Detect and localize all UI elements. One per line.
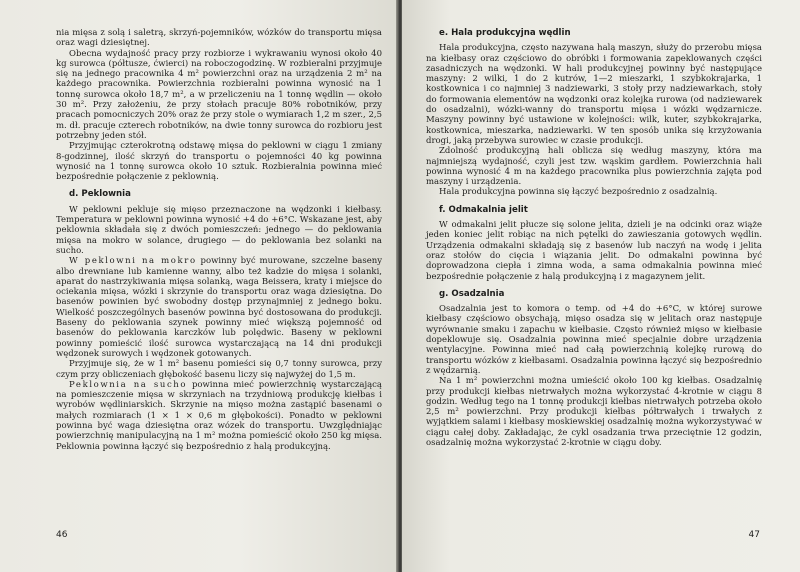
paragraph-text: powinna mieć powierzchnię wystarczającą na pomieszczenie mięsa w skrzyniach na trzydniową produkcję kiełbas i wyrobów wędliniarskich. Skrzynie na mięso można zastąpić basenami o małych rozmiarach (1 × 1 × 0,6 m głębokości). Ponadto w peklowni powinna być waga dziesiętna oraz wózek do transportu. Uwzględniając powierzchnię manipulacyjną na 1 m² można pomieścić około 250 kg mięsa. Peklownia powinna łączyć się bezpośrednio z halą produkcyjną.	[56, 379, 383, 452]
paragraph: Na 1 m² powierzchni można umieścić około 100 kg kiełbas. Osadzalnię przy produkcji kiełbas nietrwałych można wykorzystać 4-krotnie w ciągu 8 godzin. Według tego na 1 tonnę produkcji kiełbas nietrwałych potrzeba około 2,5 m² powierzchni. Przy produkcji kiełbas półtrwałych i trwałych z wyjątkiem salami i kiełbasy moskiewskiej osadzalnię można wykorzystywać w ciągu całej doby. Zakładając, że cykl osadzania trwa przeciętnie 12 godzin, osadzalnię można wykorzystać 2-krotnie w ciągu doby.	[426, 376, 762, 448]
paragraph: Zdolność produkcyjną hali oblicza się według maszyny, która ma najmniejszą wydajność, czyli jest tzw. wąskim gardłem. Powierzchnia hali powinna wynosić 4 m na każdego pracownika plus powierzchnia zajęta pod maszyny i urządzenia.	[426, 146, 762, 188]
paragraph: Hala produkcyjna, często nazywana halą maszyn, służy do przerobu mięsa na kiełbasy oraz częściowo do obróbki i formowania zapeklowanych części zasadniczych na wędzonki. W hali produkcyjnej powinny być następujące maszyny: 2 wilki, 1 do 2 kutrów, 1—2 mieszarki, 1 szybkokrajarka, 1 kostkownica i co najmniej 3 nadziewarki, 3 stoły przy nadziewarkach, stoły do formowania elementów na wędzonki oraz kolejka rurowa (od nadziewarek do osadzalni), wózki-wanny do transportu mięsa i wózki wędzarnicze. Maszyny powinny być ustawione w kolejności: wilk, kuter, szybkokrajarka, kostkownica, mieszarka, nadziewarki. W ten sposób unika się krzyżowania drogi, jaką przebywa surowiec w czasie produkcji.	[426, 43, 762, 146]
paragraph: Przyjmuje się, że w 1 m² basenu pomieści się 0,7 tonny surowca, przy czym przy obliczeniach głębokość basenu liczy się najwyżej do 1,5 m.	[56, 359, 382, 380]
spaced-term: W peklowni na mokro	[69, 256, 197, 267]
paragraph: W odmakalni jelit płucze się solone jelita, dzieli je na odcinki oraz wiąże jeden koniec jelit robiąc na nich pętelki do zawieszania gotowych wędlin. Urządzenia odmakalni składają się z basenów lub naczyń na wodę i jelita oraz stołów do cięcia i wiązania jelit. Do odmakalni powinna być doprowadzona ciepła i zimna woda, a sama odmakalnia powinna mieć bezpośrednie połączenie z halą produkcyjną i z magazynem jelit.	[426, 220, 762, 282]
paragraph: W peklowni pekluje się mięso przeznaczone na wędzonki i kiełbasy. Temperatura w peklowni powinna wynosić +4 do +6°C. Wskazane jest, aby peklownia składała się z dwóch pomieszczeń: jednego — do peklowania mięsa na mokro w solance, drugiego — do peklowania bez solanki na sucho.	[56, 204, 382, 256]
paragraph: Osadzalnia jest to komora o temp. od +4 do +6°C, w której surowe kiełbasy częściowo obsychają, mięso osadza się w jelitach oraz następuje wyrównanie smaku i zapachu w kiełbasie. Często również mięso w kiełbasie dopeklowuje się. Osadzalnia powinna mieć specjalnie dobre urządzenia wentylacyjne. Powinna mieć nad całą powierzchnią kolejkę rurową do transportu wózków z kiełbasami. Osadzalnia powinna łączyć się bezpośrednio z wędzarnią.	[426, 304, 762, 376]
paragraph	[56, 380, 382, 452]
page-number: 46	[56, 530, 68, 540]
right-page	[402, 0, 800, 572]
right-column	[426, 28, 762, 448]
paragraph: Przyjmując czterokrotną odstawę mięsa do peklowni w ciągu 1 zmiany 8-godzinnej, ilość skrzyń do transportu o pojemności 40 kg powinna wynosić na 1 tonnę surowca około 10 sztuk. Rozbieralnia powinna mieć bezpośrednie połączenie z peklownią.	[56, 141, 382, 183]
paragraph: Hala produkcyjna powinna się łączyć bezpośrednio z osadzalnią.	[439, 187, 718, 198]
section-heading-odmakalnia: f. Odmakalnia jelit	[439, 204, 528, 215]
spaced-term: Peklownia na sucho	[69, 379, 188, 390]
paragraph	[56, 256, 382, 359]
section-heading-peklownia: d. Peklownia	[69, 189, 131, 200]
paragraph: nia mięsa z solą i saletrą, skrzyń-pojemników, wózków do transportu mięsa oraz wagi dziesiętnej.	[56, 28, 382, 49]
paragraph: Obecna wydajność pracy przy rozbiorze i wykrawaniu wynosi około 40 kg surowca (półtusze, ćwierci) na roboczogodzinę. W rozbieralni przyjmuje się na jednego pracownika 4 m² powierzchni oraz na urządzenia 2 m² na każdego pracownika. Powierzchnia rozbieralni powinna wynosić na 1 tonnę surowca około 18,7 m², a w przeliczeniu na 1 tonnę wędlin — około 30 m². Przy założeniu, że przy stołach pracuje 80% robotników, przy pracach pomocniczych 20% oraz że przy stole o wymiarach 1,2 m szer., 2,5 m. dł. pracuje czterech robotników, na dwie tonny surowca do rozbioru jest potrzebny jeden stół.	[56, 48, 382, 141]
section-heading-hala-produkcyjna: e. Hala produkcyjna wędlin	[439, 28, 571, 38]
paragraph-text: powinny być murowane, szczelne baseny albo drewniane lub kamienne wanny, albo też kadzie do mięsa i solanki, aparat do nastrzykiwania mięsa solanką, waga Beissera, kraty i miejsce do ociekania mięsa, wózki i skrzynie do transportu oraz waga dziesiętna. Do basenów powinien być swobodny dostęp przynajmniej z jednego boku. Wielkość poszczególnych basenów powinna być dostosowana do produkcji. Baseny do peklowania szynek powinny mieć większą pojemność od basenów do peklowania karczków lub polędwic. Baseny w peklowni powinny pomieścić ilość surowca wystarczającą na 14 dni produkcji wędzonek surowych i wędzonek gotowanych.	[56, 256, 382, 359]
left-column	[56, 28, 382, 452]
page-number: 47	[748, 530, 760, 540]
left-page	[0, 0, 398, 572]
section-heading-osadzalnia: g. Osadzalnia	[439, 288, 505, 299]
